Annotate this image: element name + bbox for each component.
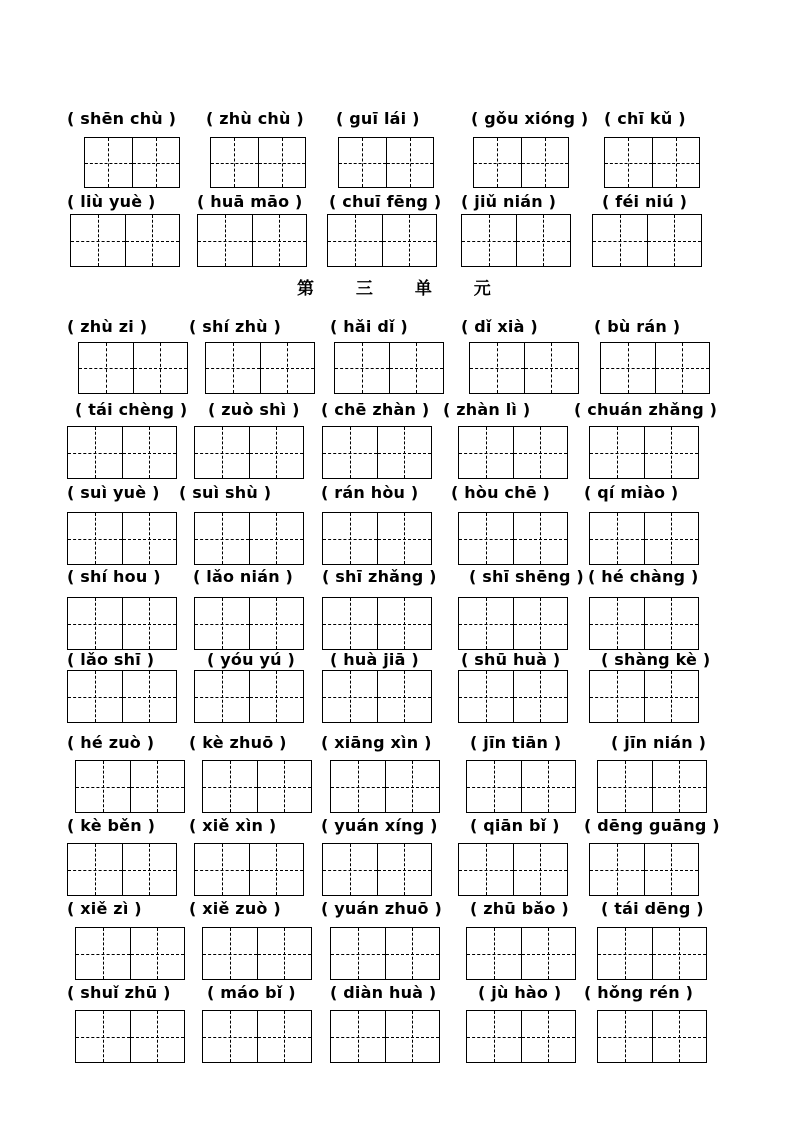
pinyin-label: ( shí zhù ) xyxy=(189,317,282,336)
pinyin-label: ( yóu yú ) xyxy=(207,650,295,669)
writing-cell[interactable] xyxy=(131,1011,185,1062)
writing-cell[interactable] xyxy=(206,343,261,393)
pinyin-label: ( yuán zhuō ) xyxy=(321,899,443,918)
writing-cell[interactable] xyxy=(605,138,653,187)
writing-cell[interactable] xyxy=(459,598,514,649)
writing-cell[interactable] xyxy=(68,427,123,478)
pinyin-label: ( shī shēng ) xyxy=(469,567,584,586)
pinyin-label: ( gǒu xióng ) xyxy=(471,109,589,128)
writing-cell[interactable] xyxy=(323,513,378,564)
writing-cell[interactable] xyxy=(331,928,386,979)
writing-cell[interactable] xyxy=(76,761,131,812)
writing-cell[interactable] xyxy=(250,844,304,895)
pinyin-label: ( zhàn lì ) xyxy=(443,400,531,419)
pinyin-label: ( hǎi dǐ ) xyxy=(330,317,408,336)
writing-cell[interactable] xyxy=(76,928,131,979)
writing-cell[interactable] xyxy=(378,513,432,564)
writing-cell[interactable] xyxy=(331,1011,386,1062)
writing-grid[interactable] xyxy=(589,512,699,565)
writing-grid[interactable] xyxy=(589,843,699,896)
pinyin-label: ( tái dēng ) xyxy=(601,899,704,918)
pinyin-label: ( guī lái ) xyxy=(336,109,420,128)
writing-cell[interactable] xyxy=(68,671,123,722)
writing-grid[interactable] xyxy=(75,760,185,813)
writing-cell[interactable] xyxy=(68,598,123,649)
writing-cell[interactable] xyxy=(250,513,304,564)
writing-grid[interactable] xyxy=(600,342,710,394)
pinyin-label: ( hé chàng ) xyxy=(588,567,699,586)
writing-cell[interactable] xyxy=(203,928,258,979)
writing-grid[interactable] xyxy=(194,426,304,479)
writing-grid[interactable] xyxy=(589,670,699,723)
writing-cell[interactable] xyxy=(645,513,699,564)
writing-grid[interactable] xyxy=(75,1010,185,1063)
writing-cell[interactable] xyxy=(195,671,250,722)
writing-cell[interactable] xyxy=(378,427,432,478)
writing-cell[interactable] xyxy=(598,928,653,979)
writing-cell[interactable] xyxy=(323,844,378,895)
pinyin-label: ( shēn chù ) xyxy=(67,109,177,128)
pinyin-label: ( qí miào ) xyxy=(584,483,679,502)
pinyin-label: ( jiǔ nián ) xyxy=(461,192,557,211)
pinyin-label: ( hòu chē ) xyxy=(451,483,551,502)
writing-grid[interactable] xyxy=(466,1010,576,1063)
writing-cell[interactable] xyxy=(253,215,307,266)
writing-cell[interactable] xyxy=(250,598,304,649)
writing-cell[interactable] xyxy=(323,598,378,649)
pinyin-label: ( xiě xìn ) xyxy=(189,816,277,835)
pinyin-label: ( tái chèng ) xyxy=(75,400,188,419)
writing-cell[interactable] xyxy=(653,761,707,812)
writing-cell[interactable] xyxy=(250,671,304,722)
writing-cell[interactable] xyxy=(133,138,180,187)
writing-grid[interactable] xyxy=(589,426,699,479)
writing-cell[interactable] xyxy=(653,138,700,187)
writing-grid[interactable] xyxy=(67,426,177,479)
writing-cell[interactable] xyxy=(258,1011,312,1062)
writing-grid[interactable] xyxy=(194,597,304,650)
writing-cell[interactable] xyxy=(514,598,568,649)
writing-grid[interactable] xyxy=(322,843,432,896)
pinyin-label: ( féi niú ) xyxy=(602,192,688,211)
writing-grid[interactable] xyxy=(322,512,432,565)
pinyin-label: ( shū huà ) xyxy=(461,650,561,669)
writing-cell[interactable] xyxy=(123,671,177,722)
writing-cell[interactable] xyxy=(653,1011,707,1062)
pinyin-label: ( hé zuò ) xyxy=(67,733,155,752)
writing-cell[interactable] xyxy=(514,844,568,895)
writing-cell[interactable] xyxy=(328,215,383,266)
writing-grid[interactable] xyxy=(84,137,180,188)
pinyin-label: ( lǎo nián ) xyxy=(193,567,294,586)
pinyin-label: ( rán hòu ) xyxy=(321,483,419,502)
writing-cell[interactable] xyxy=(131,928,185,979)
writing-grid[interactable] xyxy=(461,214,571,267)
writing-cell[interactable] xyxy=(474,138,522,187)
writing-cell[interactable] xyxy=(645,427,699,478)
writing-cell[interactable] xyxy=(123,844,177,895)
writing-cell[interactable] xyxy=(459,844,514,895)
writing-cell[interactable] xyxy=(79,343,134,393)
writing-grid[interactable] xyxy=(67,597,177,650)
writing-grid[interactable] xyxy=(197,214,307,267)
writing-cell[interactable] xyxy=(590,844,645,895)
writing-cell[interactable] xyxy=(590,598,645,649)
writing-grid[interactable] xyxy=(202,760,312,813)
writing-cell[interactable] xyxy=(590,513,645,564)
writing-cell[interactable] xyxy=(525,343,579,393)
writing-cell[interactable] xyxy=(386,761,440,812)
pinyin-label: ( qiān bǐ ) xyxy=(470,816,560,835)
writing-cell[interactable] xyxy=(593,215,648,266)
writing-cell[interactable] xyxy=(203,1011,258,1062)
pinyin-label: ( shī zhǎng ) xyxy=(322,567,437,586)
writing-cell[interactable] xyxy=(123,427,177,478)
writing-cell[interactable] xyxy=(522,928,576,979)
writing-cell[interactable] xyxy=(71,215,126,266)
writing-cell[interactable] xyxy=(390,343,444,393)
writing-grid[interactable] xyxy=(205,342,315,394)
pinyin-label: ( liù yuè ) xyxy=(67,192,156,211)
writing-cell[interactable] xyxy=(378,844,432,895)
pinyin-label: ( bù rán ) xyxy=(594,317,681,336)
writing-cell[interactable] xyxy=(211,138,259,187)
pinyin-label: ( diàn huà ) xyxy=(330,983,437,1002)
writing-cell[interactable] xyxy=(645,598,699,649)
pinyin-label: ( xiāng xìn ) xyxy=(321,733,432,752)
writing-cell[interactable] xyxy=(459,671,514,722)
writing-cell[interactable] xyxy=(195,513,250,564)
writing-grid[interactable] xyxy=(597,760,707,813)
writing-cell[interactable] xyxy=(386,1011,440,1062)
pinyin-label: ( zhū bǎo ) xyxy=(470,899,569,918)
writing-cell[interactable] xyxy=(522,138,569,187)
writing-grid[interactable] xyxy=(458,843,568,896)
writing-grid[interactable] xyxy=(466,927,576,980)
writing-cell[interactable] xyxy=(522,761,576,812)
writing-grid[interactable] xyxy=(78,342,188,394)
writing-cell[interactable] xyxy=(261,343,315,393)
writing-cell[interactable] xyxy=(590,427,645,478)
pinyin-label: ( hǒng rén ) xyxy=(584,983,694,1002)
writing-cell[interactable] xyxy=(517,215,571,266)
writing-cell[interactable] xyxy=(258,761,312,812)
writing-cell[interactable] xyxy=(68,513,123,564)
writing-cell[interactable] xyxy=(514,513,568,564)
writing-cell[interactable] xyxy=(134,343,188,393)
writing-grid[interactable] xyxy=(202,927,312,980)
writing-grid[interactable] xyxy=(322,597,432,650)
writing-grid[interactable] xyxy=(210,137,306,188)
writing-cell[interactable] xyxy=(123,513,177,564)
writing-cell[interactable] xyxy=(383,215,437,266)
unit-heading: 第 三 单 元 xyxy=(297,279,509,299)
writing-cell[interactable] xyxy=(126,215,180,266)
writing-grid[interactable] xyxy=(67,843,177,896)
writing-cell[interactable] xyxy=(459,513,514,564)
pinyin-label: ( dǐ xià ) xyxy=(461,317,538,336)
writing-grid[interactable] xyxy=(473,137,569,188)
pinyin-label: ( jù hào ) xyxy=(478,983,562,1002)
writing-cell[interactable] xyxy=(323,671,378,722)
pinyin-label: ( lǎo shī ) xyxy=(67,650,155,669)
writing-cell[interactable] xyxy=(514,427,568,478)
writing-grid[interactable] xyxy=(458,426,568,479)
writing-cell[interactable] xyxy=(387,138,434,187)
writing-grid[interactable] xyxy=(67,670,177,723)
writing-grid[interactable] xyxy=(330,1010,440,1063)
pinyin-label: ( xiě zì ) xyxy=(67,899,142,918)
writing-cell[interactable] xyxy=(195,598,250,649)
writing-grid[interactable] xyxy=(202,1010,312,1063)
writing-grid[interactable] xyxy=(592,214,702,267)
writing-grid[interactable] xyxy=(67,512,177,565)
writing-grid[interactable] xyxy=(322,426,432,479)
writing-grid[interactable] xyxy=(194,512,304,565)
writing-grid[interactable] xyxy=(75,927,185,980)
pinyin-label: ( jīn nián ) xyxy=(611,733,707,752)
writing-cell[interactable] xyxy=(68,844,123,895)
writing-cell[interactable] xyxy=(645,844,699,895)
pinyin-label: ( shuǐ zhū ) xyxy=(67,983,171,1002)
writing-cell[interactable] xyxy=(258,928,312,979)
writing-cell[interactable] xyxy=(514,671,568,722)
writing-cell[interactable] xyxy=(339,138,387,187)
writing-grid[interactable] xyxy=(194,843,304,896)
pinyin-label: ( kè zhuō ) xyxy=(189,733,287,752)
writing-cell[interactable] xyxy=(598,1011,653,1062)
pinyin-label: ( zhù zi ) xyxy=(67,317,148,336)
pinyin-label: ( suì yuè ) xyxy=(67,483,160,502)
writing-cell[interactable] xyxy=(601,343,656,393)
writing-grid[interactable] xyxy=(466,760,576,813)
writing-grid[interactable] xyxy=(458,597,568,650)
writing-cell[interactable] xyxy=(123,598,177,649)
pinyin-label: ( xiě zuò ) xyxy=(189,899,281,918)
writing-cell[interactable] xyxy=(131,761,185,812)
writing-cell[interactable] xyxy=(198,215,253,266)
writing-cell[interactable] xyxy=(250,427,304,478)
pinyin-label: ( máo bǐ ) xyxy=(207,983,296,1002)
writing-grid[interactable] xyxy=(330,760,440,813)
writing-grid[interactable] xyxy=(458,670,568,723)
writing-cell[interactable] xyxy=(470,343,525,393)
writing-cell[interactable] xyxy=(590,671,645,722)
writing-grid[interactable] xyxy=(322,670,432,723)
writing-cell[interactable] xyxy=(462,215,517,266)
writing-cell[interactable] xyxy=(648,215,702,266)
writing-cell[interactable] xyxy=(323,427,378,478)
writing-cell[interactable] xyxy=(467,1011,522,1062)
pinyin-label: ( chē zhàn ) xyxy=(321,400,430,419)
pinyin-label: ( chuán zhǎng ) xyxy=(574,400,718,419)
writing-cell[interactable] xyxy=(653,928,707,979)
writing-grid[interactable] xyxy=(458,512,568,565)
writing-cell[interactable] xyxy=(598,761,653,812)
pinyin-label: ( zhù chù ) xyxy=(206,109,304,128)
writing-cell[interactable] xyxy=(645,671,699,722)
pinyin-label: ( chī kǔ ) xyxy=(604,109,686,128)
pinyin-label: ( shàng kè ) xyxy=(601,650,711,669)
writing-cell[interactable] xyxy=(195,427,250,478)
pinyin-label: ( chuī fēng ) xyxy=(329,192,442,211)
writing-cell[interactable] xyxy=(522,1011,576,1062)
writing-cell[interactable] xyxy=(656,343,710,393)
writing-cell[interactable] xyxy=(459,427,514,478)
writing-cell[interactable] xyxy=(467,928,522,979)
writing-cell[interactable] xyxy=(195,844,250,895)
writing-grid[interactable] xyxy=(469,342,579,394)
writing-grid[interactable] xyxy=(589,597,699,650)
pinyin-label: ( huā māo ) xyxy=(197,192,303,211)
writing-grid[interactable] xyxy=(597,927,707,980)
writing-cell[interactable] xyxy=(331,761,386,812)
writing-grid[interactable] xyxy=(604,137,700,188)
pinyin-label: ( dēng guāng ) xyxy=(584,816,720,835)
writing-cell[interactable] xyxy=(378,598,432,649)
writing-grid[interactable] xyxy=(327,214,437,267)
writing-cell[interactable] xyxy=(335,343,390,393)
writing-grid[interactable] xyxy=(330,927,440,980)
writing-grid[interactable] xyxy=(338,137,434,188)
pinyin-label: ( jīn tiān ) xyxy=(470,733,562,752)
writing-cell[interactable] xyxy=(85,138,133,187)
writing-cell[interactable] xyxy=(203,761,258,812)
pinyin-label: ( kè běn ) xyxy=(67,816,156,835)
writing-cell[interactable] xyxy=(386,928,440,979)
pinyin-label: ( suì shù ) xyxy=(179,483,272,502)
writing-cell[interactable] xyxy=(76,1011,131,1062)
writing-grid[interactable] xyxy=(70,214,180,267)
writing-grid[interactable] xyxy=(334,342,444,394)
writing-cell[interactable] xyxy=(467,761,522,812)
writing-cell[interactable] xyxy=(378,671,432,722)
pinyin-label: ( shí hou ) xyxy=(67,567,161,586)
writing-cell[interactable] xyxy=(259,138,306,187)
writing-grid[interactable] xyxy=(194,670,304,723)
pinyin-label: ( yuán xíng ) xyxy=(321,816,438,835)
pinyin-label: ( zuò shì ) xyxy=(208,400,300,419)
pinyin-label: ( huà jiā ) xyxy=(330,650,419,669)
writing-grid[interactable] xyxy=(597,1010,707,1063)
